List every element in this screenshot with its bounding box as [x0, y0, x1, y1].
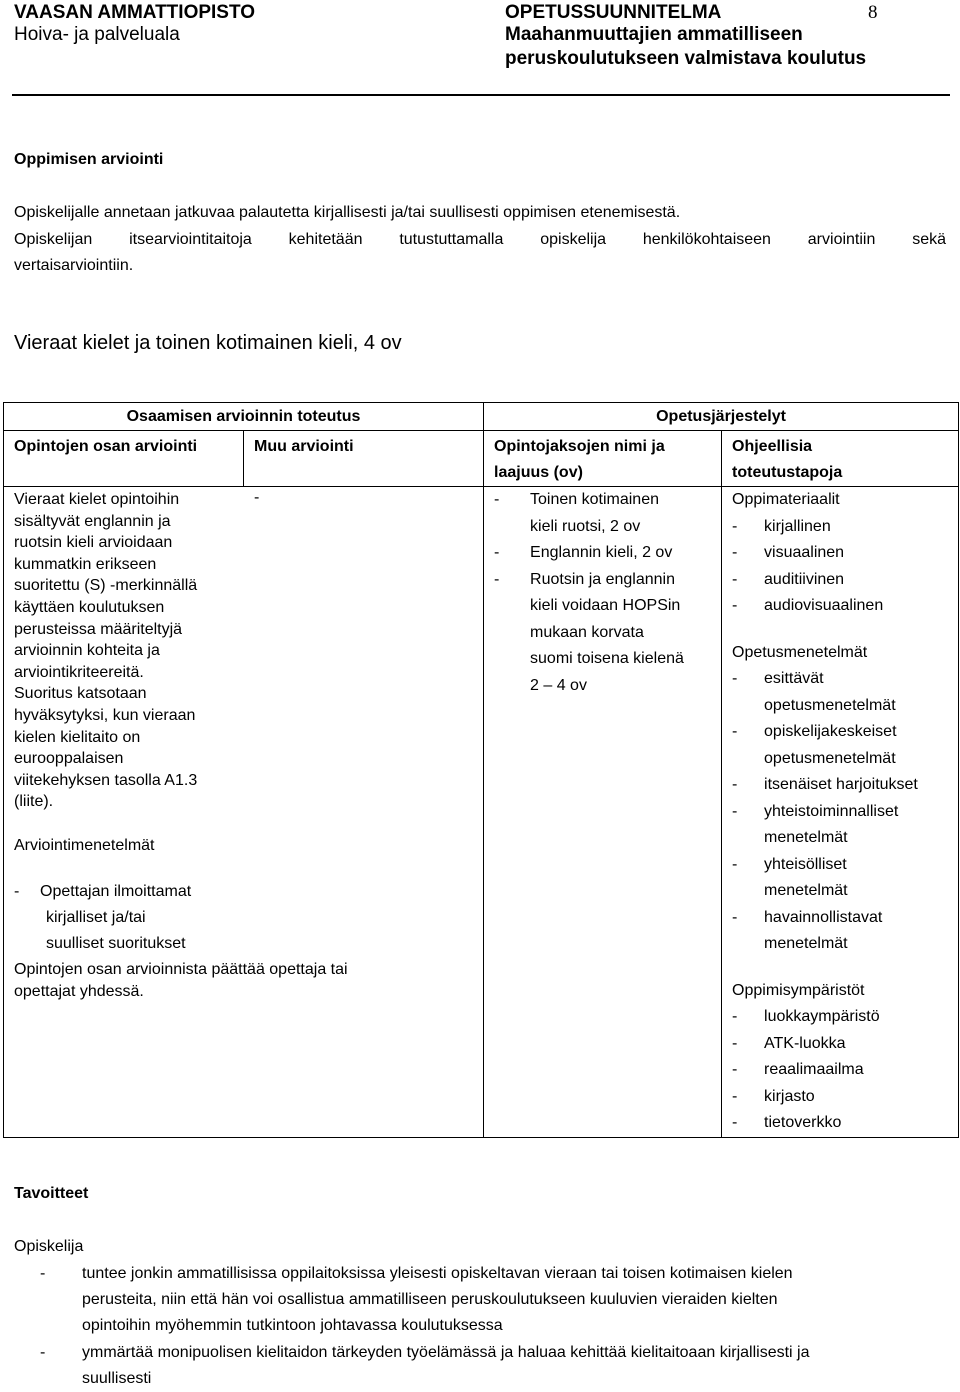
assessment-body: [4, 487, 484, 1138]
text-line: opetusmenetelmät: [764, 696, 896, 714]
methods-title: Arviointimenetelmät: [14, 837, 155, 854]
col-header-courses: [484, 431, 722, 487]
text-line: arviointikriteereitä.: [14, 663, 144, 681]
assessment-line1: Opiskelijalle annetaan jatkuvaa palautetta kirjallisesti ja/tai suullisesti oppimisen etenemisestä.: [14, 204, 681, 221]
text-line: perusteissa määriteltyjä: [14, 620, 183, 638]
other-assessment-text: -: [254, 489, 260, 506]
col-header-methods: [722, 431, 959, 487]
assessment-heading: Oppimisen arviointi: [14, 151, 164, 168]
assessment-line3: vertaisarviointiin.: [14, 257, 134, 274]
group-header-arrangements: Opetusjärjestelyt: [484, 403, 959, 431]
learning-env-item: - ATK-luokka: [732, 1031, 958, 1058]
teaching-method-item: [732, 799, 958, 852]
text-line: menetelmät: [764, 882, 848, 899]
document-type: OPETUSSUUNNITELMA: [505, 2, 722, 23]
teaching-methods-list: [732, 666, 958, 958]
word: arviointiin: [807, 231, 876, 248]
text-line: - Englannin kieli, 2 ov: [530, 544, 673, 561]
methods-item: [14, 879, 191, 957]
goal-item1-line1: tuntee jonkin ammatillisissa oppilaitoksissa yleisesti opiskeltavan vieraan tai toisen kotimaisen kielen: [82, 1265, 793, 1282]
teaching-method-item: [732, 666, 958, 719]
teaching-method-item: [732, 852, 958, 905]
text-line: ruotsin kieli arvioidaan: [14, 534, 173, 552]
text-line: hyväksytyksi, kun vieraan: [14, 706, 196, 724]
word: opiskelija: [540, 231, 607, 248]
col-header-module-assessment: Opintojen osan arviointi: [4, 431, 244, 487]
text-line: Vieraat kielet opintoihin: [14, 491, 180, 508]
text-line: viitekehyksen tasolla A1.3: [14, 771, 198, 789]
material-item: - kirjallinen: [732, 514, 958, 541]
goal-item1-line3: opintoihin myöhemmin tutkintoon johtavassa koulutuksessa: [82, 1317, 503, 1334]
teaching-methods-title: Opetusmenetelmät: [732, 643, 868, 661]
material-item: - audiovisuaalinen: [732, 593, 958, 620]
text-line: (liite).: [14, 793, 54, 811]
program-name-line1: Maahanmuuttajien ammatilliseen: [505, 24, 803, 45]
goal-bullet: -: [40, 1344, 46, 1361]
text-line: - Ruotsin ja englannin: [530, 570, 676, 588]
text-line: - havainnollistavat: [764, 908, 883, 926]
text-line: Opintojen osan arvioinnista päättää opettaja tai: [14, 961, 348, 978]
learning-env-item: - reaalimaailma: [732, 1057, 958, 1084]
learning-env-item: - kirjasto: [732, 1084, 958, 1111]
text-line: - yhteistoiminnalliset: [764, 802, 899, 820]
text-line: - yhteisölliset: [764, 855, 847, 873]
module-assessment-text: [14, 489, 242, 813]
teaching-method-item: [732, 772, 958, 799]
teaching-method-item: [732, 905, 958, 958]
text-line: sisältyvät englannin ja: [14, 512, 171, 530]
school-name: VAASAN AMMATTIOPISTO: [14, 2, 256, 23]
text-line: käyttäen koulutuksen: [14, 598, 165, 616]
col-header-courses-l2: laajuus (ov): [494, 464, 583, 481]
decision-text: [14, 959, 348, 1003]
text-line: - opiskelijakeskeiset: [764, 723, 897, 740]
materials-list: [732, 514, 958, 620]
text-line: kieli voidaan HOPSin: [530, 597, 681, 614]
material-item: - visuaalinen: [732, 540, 958, 567]
module-title: Vieraat kielet ja toinen kotimainen kieli, 4 ov: [14, 332, 402, 354]
word: henkilökohtaiseen: [642, 231, 771, 248]
learning-env-item: - luokkaympäristö: [732, 1004, 958, 1031]
materials-title: Oppimateriaalit: [732, 491, 840, 508]
text-line: kieli ruotsi, 2 ov: [530, 517, 641, 535]
col-header-methods-l1: Ohjeellisia: [732, 438, 813, 455]
word: tutustuttamalla: [399, 231, 504, 248]
program-name-line2: peruskoulutukseen valmistava koulutus: [505, 48, 867, 69]
text-line: eurooppalaisen: [14, 750, 124, 768]
page-number: 8: [868, 2, 878, 23]
text-line: menetelmät: [764, 829, 848, 846]
word: sekä: [912, 231, 946, 248]
col-header-methods-l2: toteutustapoja: [732, 464, 843, 481]
group-header-assessment: Osaamisen arvioinnin toteutus: [4, 403, 484, 431]
text-line: suoritettu (S) -merkinnällä: [14, 577, 198, 595]
text-line: 2 – 4 ov: [530, 676, 587, 694]
header-rule: [12, 94, 950, 96]
text-line: opettajat yhdessä.: [14, 983, 144, 1000]
goals-subject: Opiskelija: [14, 1238, 84, 1255]
word: itsearviointitaitoja: [129, 231, 252, 248]
text-line: suomi toisena kielenä: [530, 650, 684, 667]
text-line: mukaan korvata: [530, 623, 644, 641]
methods-list: [14, 879, 191, 957]
word: Opiskelijan: [14, 231, 93, 248]
courses-list: [494, 487, 721, 699]
learning-env-item: - tietoverkko: [732, 1110, 958, 1137]
text-line: - Opettajan ilmoittamat: [40, 883, 192, 900]
goals-heading: Tavoitteet: [14, 1185, 89, 1202]
text-line: kirjalliset ja/tai: [46, 909, 146, 926]
col-header-courses-l1: Opintojaksojen nimi ja: [494, 438, 665, 455]
learning-env-list: [732, 1004, 958, 1137]
text-line: Suoritus katsotaan: [14, 685, 147, 703]
text-line: - Toinen kotimainen: [530, 491, 659, 508]
teaching-method-item: [732, 719, 958, 772]
curriculum-table: [3, 402, 959, 1138]
material-item: - auditiivinen: [732, 567, 958, 594]
text-line: - itsenäiset harjoitukset: [764, 776, 918, 793]
text-line: kummatkin erikseen: [14, 555, 157, 573]
text-line: opetusmenetelmät: [764, 749, 896, 767]
department-name: Hoiva- ja palveluala: [14, 24, 180, 45]
goal-item2-line2: suullisesti: [82, 1370, 152, 1387]
course-item: [494, 487, 721, 540]
text-line: menetelmät: [764, 935, 848, 952]
col-header-other-assessment: Muu arviointi: [244, 431, 484, 487]
learning-env-title: Oppimisympäristöt: [732, 981, 865, 999]
text-line: arvioinnin kohteita ja: [14, 642, 160, 660]
goal-item1-line2: perusteita, niin että hän voi osallistua ammatilliseen peruskoulutukseen kuuluvien vieraiden kielten: [82, 1291, 778, 1308]
course-item: [494, 540, 721, 567]
text-line: kielen kielitaito on: [14, 728, 141, 746]
text-line: - esittävät: [764, 670, 824, 687]
word: kehitetään: [288, 231, 363, 248]
course-item: [494, 567, 721, 700]
assessment-line2: [14, 227, 946, 253]
goal-bullet: -: [40, 1265, 46, 1282]
methods-cell: [722, 487, 959, 1138]
goal-item2-line1: ymmärtää monipuolisen kielitaidon tärkeyden työelämässä ja haluaa kehittää kielitaitoaan kirjallisesti ja: [82, 1344, 810, 1361]
text-line: suulliset suoritukset: [46, 935, 186, 952]
courses-cell: [484, 487, 722, 1138]
